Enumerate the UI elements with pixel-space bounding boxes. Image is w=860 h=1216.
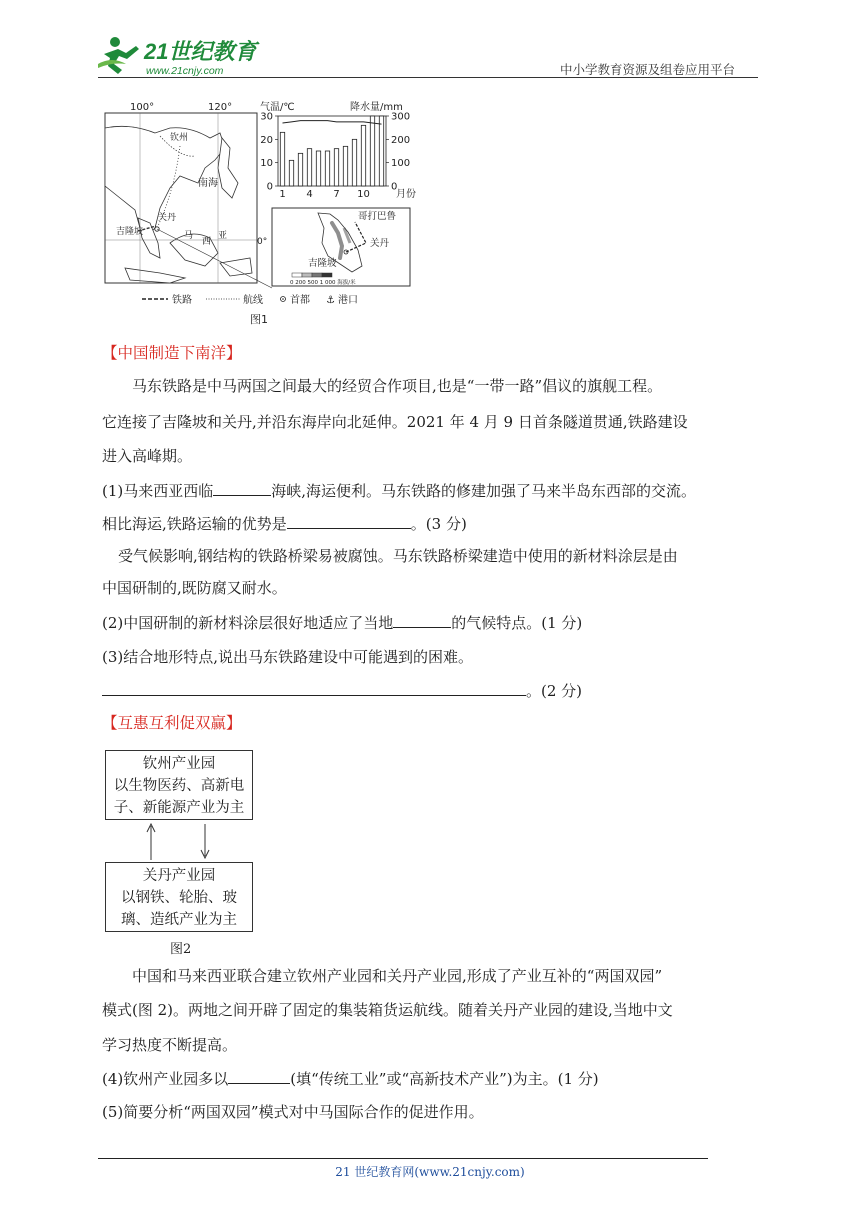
logo-text: 21世纪教育: [144, 39, 257, 64]
qinzhou-box-line-3: 子、新能源产业为主: [113, 800, 245, 816]
y2-tick-label: 0: [391, 181, 398, 193]
section-2-para-line-3: 学习热度不断提高。: [102, 1036, 238, 1054]
section-2-para-line-1: 中国和马来西亚联合建立钦州产业园和关丹产业园,形成了产业互补的“两国双园”: [132, 967, 663, 985]
footer-text: 21 世纪教育网(www.21cnjy.com): [335, 1165, 525, 1179]
y-tick-label: 0: [266, 181, 273, 193]
legend-route: 航线: [243, 295, 263, 306]
chart-plot: [260, 112, 410, 201]
inset-map: [272, 208, 410, 286]
place-qinzhou: 钦州: [170, 133, 189, 143]
qinzhou-box-line-2: 以生物医药、高新电: [113, 778, 245, 794]
question-3: (3)结合地形特点,说出马东铁路建设中可能遇到的困难。: [102, 648, 474, 666]
port-icon: ⚓: [326, 295, 335, 306]
y2-tick-label: 100: [391, 158, 411, 170]
exchange-arrows: [140, 822, 220, 862]
precip-bar: [343, 146, 347, 186]
x-tick-label: 10: [357, 189, 370, 200]
header-divider: [98, 77, 758, 78]
question-1b: [102, 513, 467, 534]
section-1-title: 【中国制造下南洋】: [102, 344, 242, 362]
kuantan-box-line-2: 以钢铁、轮胎、玻: [121, 890, 237, 906]
question-5: (5)简要分析“两国双园”模式对中马国际合作的促进作用。: [102, 1103, 484, 1121]
y2-tick-label: 300: [391, 111, 411, 123]
y-tick-label: 30: [260, 111, 273, 123]
inset-place-kuantan: 关丹: [370, 238, 390, 249]
precip-bar: [379, 116, 383, 186]
precip-bar: [280, 132, 284, 186]
precip-bar: [298, 153, 302, 186]
climate-chart: [260, 100, 416, 200]
arrow-down-icon: [201, 824, 209, 858]
precip-bar: [316, 151, 320, 186]
place-kuala-lumpur: 吉隆坡: [116, 227, 144, 237]
precip-bar: [325, 151, 329, 186]
place-xi: 西: [202, 237, 212, 247]
answer-blank-3[interactable]: [102, 680, 526, 696]
precip-bar: [289, 160, 293, 186]
x-tick-label: 4: [306, 189, 313, 200]
x-tick-label: 7: [333, 189, 340, 200]
answer-blank-1a[interactable]: [213, 480, 271, 496]
y-tick-label: 10: [260, 158, 273, 170]
map-legend: [142, 293, 358, 306]
question-4-suffix: (填“传统工业”或“高新技术产业”)为主。(1 分): [290, 1070, 599, 1088]
question-2-prefix: (2)中国研制的新材料涂层很好地适应了当地: [102, 614, 394, 632]
question-1b-prefix: 相比海运,铁路运输的优势是: [102, 515, 287, 533]
southeast-asia-map: [105, 102, 272, 288]
lon-label-120: 120°: [208, 102, 233, 113]
figure-2-caption: 图2: [170, 942, 192, 957]
answer-blank-4[interactable]: [228, 1068, 290, 1084]
inset-place-kuala-lumpur: 吉隆坡: [308, 258, 337, 269]
inset-place-kota-bharu: 哥打巴鲁: [358, 211, 397, 222]
question-3-answer-line: [102, 680, 582, 701]
legend-railway: 铁路: [172, 295, 192, 306]
footer-divider: [98, 1158, 708, 1159]
chart-frame: [278, 116, 386, 186]
place-kuantan: 关丹: [158, 213, 177, 223]
legend-port: 港口: [338, 295, 358, 306]
precip-bar: [352, 139, 356, 186]
question-1a: [102, 480, 696, 501]
lon-label-100: 100°: [130, 102, 155, 113]
question-2-suffix: 的气候特点。(1 分): [451, 614, 583, 632]
section-1-intro-line-2: 它连接了吉隆坡和关丹,并沿东海岸向北延伸。2021 年 4 月 9 日首条隧道贯通,铁路建设: [102, 413, 688, 431]
y-tick-label: 20: [260, 134, 273, 146]
precip-bar: [307, 149, 311, 186]
figure-1-caption: 图1: [250, 313, 268, 326]
question-4-prefix: (4)钦州产业园多以: [102, 1070, 229, 1088]
kuantan-box-line-3: 璃、造纸产业为主: [121, 912, 237, 928]
section-1-para-2-line-1: 受气候影响,钢结构的铁路桥梁易被腐蚀。马东铁路桥梁建造中使用的新材料涂层是由: [118, 547, 678, 565]
place-ma: 马: [184, 231, 194, 241]
precip-bar: [361, 125, 365, 186]
section-1-intro-line-1: 马东铁路是中马两国之间最大的经贸合作项目,也是“一带一路”倡议的旗舰工程。: [132, 377, 663, 395]
answer-blank-1b[interactable]: [287, 513, 411, 529]
question-3-tail: 。(2 分): [526, 682, 583, 700]
precip-axis-title: 降水量/mm: [350, 102, 403, 113]
kuantan-park-box: [105, 862, 253, 932]
section-2-para-line-2: 模式(图 2)。两地之间开辟了固定的集装箱货运航线。随着关丹产业园的建设,当地中文: [102, 1001, 673, 1019]
arrow-up-icon: [147, 824, 155, 860]
question-1a-suffix: 海峡,海运便利。马东铁路的修建加强了马来半岛东西部的交流。: [271, 482, 697, 500]
place-nanhai: 南海: [198, 178, 218, 189]
section-1-intro-line-3: 进入高峰期。: [102, 447, 193, 465]
platform-title: 中小学教育资源及组卷应用平台: [560, 62, 736, 77]
question-4: [102, 1068, 599, 1089]
logo-url: www.21cnjy.com: [146, 65, 224, 77]
place-ya: 亚: [218, 231, 228, 241]
qinzhou-park-box: [105, 750, 253, 820]
figure-1: [100, 98, 420, 330]
question-1a-prefix: (1)马来西亚西临: [102, 482, 214, 500]
inset-scale-text: 0 200 500 1 000 海拔/米: [290, 280, 356, 286]
legend-capital: 首都: [290, 295, 310, 306]
month-axis-label: 月份: [396, 189, 416, 200]
answer-blank-2[interactable]: [393, 612, 451, 628]
temperature-line: [283, 121, 382, 125]
precip-bar: [334, 149, 338, 186]
precip-bar: [370, 116, 374, 186]
lat-label-0: 0°: [257, 237, 268, 247]
section-2-title: 【互惠互利促双赢】: [102, 714, 242, 732]
x-tick-label: 1: [279, 189, 286, 200]
kuantan-box-line-1: 关丹产业园: [142, 868, 216, 884]
question-2: [102, 612, 582, 633]
section-1-para-2-line-2: 中国研制的,既防腐又耐水。: [102, 579, 287, 597]
temp-axis-title: 气温/℃: [260, 102, 295, 113]
qinzhou-box-line-1: 钦州产业园: [142, 756, 216, 772]
y2-tick-label: 200: [391, 134, 411, 146]
site-logo: [92, 34, 262, 78]
question-1b-suffix: 。(3 分): [410, 515, 467, 533]
